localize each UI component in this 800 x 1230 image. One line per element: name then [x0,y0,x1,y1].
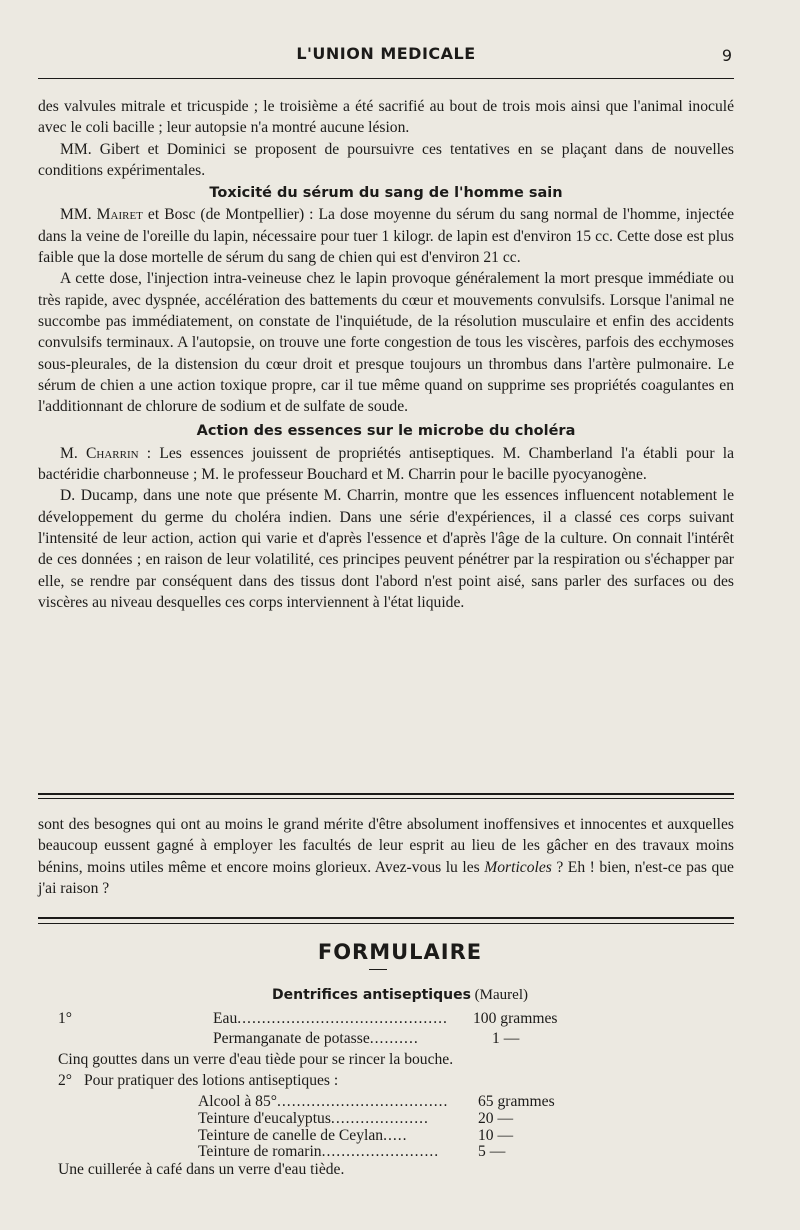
section-rule [38,923,734,924]
author-name: Charrin [85,444,139,462]
feuilleton-rule [38,793,734,795]
section-heading: Action des essences sur le microbe du choléra [196,423,576,440]
formulaire-title: FORMULAIRE [317,940,483,964]
ingredient-quantity: 20 — [478,1110,514,1127]
title-dash [369,969,387,970]
ingredient-row: Eau........................................... [213,1010,448,1027]
usage-intro: Pour pratiquer des lotions antiseptiques : [84,1072,339,1089]
ingredient-quantity: 65 grammes [478,1093,555,1110]
page-header [40,44,732,68]
paragraph: A cette dose, l'injection intra-veineuse chez le lapin provoque généralement la mort presque immédiate ou très rapide, avec dyspnée, accélération des battements du cœur et mouvements convulsifs. Lorsque l'animal ne succombe pas immédiatement, on constate de l'inquiétude, de la résolution musculaire et enfin des accidents convulsifs terminaux. A l'autopsie, on trouve une forte congestion de tous les viscères, parfois des ecchymoses sous-pleurales, de la distension du cœur droit et presque toujours un thrombus dans l'artère pulmonaire. Le sérum de chien a une action toxique propre, car il tue même quand on supprime ses propriétés coagulantes en l'additionnant de chlorure de sodium et de sulfate de soude. [38,270,734,416]
ingredient-row: Alcool à 85°................................... [198,1093,449,1110]
header-rule [38,78,734,79]
book-title: Morticoles [484,858,552,876]
section-rule [38,917,734,919]
ingredient-quantity: 5 — [478,1143,506,1160]
ingredient-quantity: 10 — [478,1127,514,1144]
page-number: 9 [721,46,732,65]
item-number: 1° [58,1010,73,1027]
ingredient-row: Teinture de romarin........................ [198,1143,440,1160]
running-title: L'UNION MEDICALE [296,44,476,63]
usage-note: Cinq gouttes dans un verre d'eau tiède pour se rincer la bouche. [58,1051,454,1068]
ingredient-quantity: 1 — [492,1030,520,1047]
ingredient-quantity: 100 grammes [473,1010,558,1027]
item-number: 2° [58,1072,73,1089]
author-name: Mairet [96,206,143,224]
paragraph: des valvules mitrale et tricuspide ; le troisième a été sacrifié au bout de trois mois ainsi que l'animal inoculé avec le coli bacille ; leur autopsie n'a montré aucune lésion. [38,98,734,137]
ingredient-row: Permanganate de potasse.......... [213,1030,419,1047]
paragraph: sont des besognes qui ont au moins le grand mérite d'être absolument inoffensives et innocentes et auxquelles beaucoup eussent gagné à employer les facultés de leur esprit au lieu de les gâcher en des travaux moins bénins, moins utiles même et encore moins glorieux. Avez-vous lu les Morticoles ? Eh ! bien, n'est-ce pas que j'ai raison ? [38,816,734,898]
feuilleton-text [38,814,734,900]
feuilleton-rule [38,798,734,799]
paragraph: MM. Mairet et Bosc (de Montpellier) : La dose moyenne du sérum du sang normal de l'homme, injectée dans la veine de l'oreille du lapin, nécessaire pour tuer 1 kilogr. de lapin est d'environ 15 cc. Cette dose est plus faible que la dose mortelle de sérum du sang de chien qui est d'environ 21 cc. [38,206,735,267]
article-body [38,96,734,613]
section-heading: Toxicité du sérum du sang de l'homme sain [209,185,563,202]
usage-note: Une cuillerée à café dans un verre d'eau tiède. [58,1161,345,1178]
paragraph: M. Charrin : Les essences jouissent de propriétés antiseptiques. M. Chamberland l'a établi pour la bactéridie charbonneuse ; M. le professeur Bouchard et M. Charrin pour le bacille pyocyanogène. [38,444,734,484]
paragraph: D. Ducamp, dans une note que présente M. Charrin, montre que les essences influencent notablement le développement du germe du choléra indien. Dans une série d'expériences, il a classé ces corps suivant l'intensité de leur action, action qui varie et d'après l'essence et d'après l'âge de la culture. On connait l'intérêt de ces données ; en raison de leur volatilité, ces principes peuvent pénétrer par la respiration ou s'échapper par elle, se rendre par conséquent dans des tissus dont l'abord n'est point aisé, sans parler des surfaces ou des viscères au niveau desquelles ces corps interviennent à l'état liquide. [38,487,734,611]
ingredient-row: Teinture de canelle de Ceylan..... [198,1127,408,1144]
recipe-title: Dentrifices antiseptiques (Maurel) [272,987,528,1003]
ingredient-row: Teinture d'eucalyptus.................... [198,1110,429,1127]
paragraph: MM. Gibert et Dominici se proposent de poursuivre ces tentatives en se plaçant dans de nouvelles conditions expérimentales. [38,140,734,179]
